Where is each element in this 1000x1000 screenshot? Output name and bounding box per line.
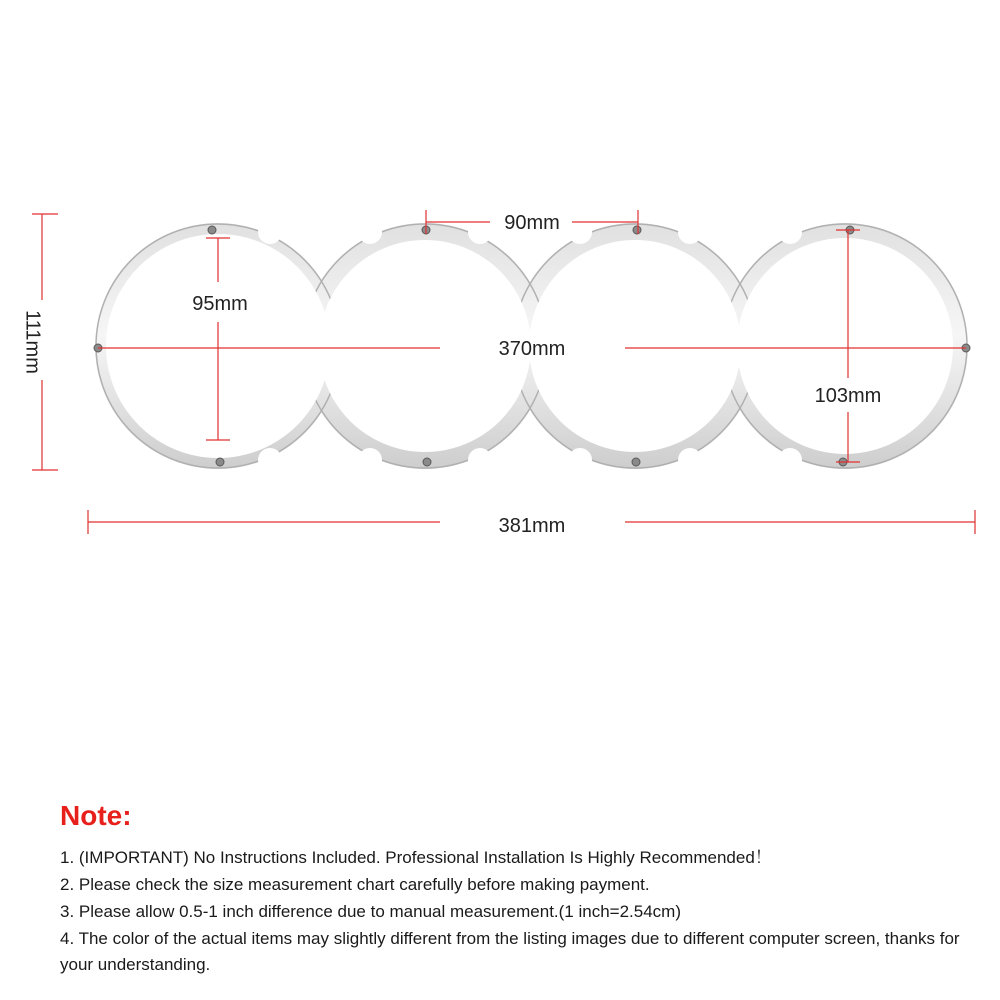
dimension-label-overall-length: 381mm	[498, 515, 566, 537]
dimension-label-overall-height: 111mm	[21, 310, 44, 374]
note-list	[60, 845, 970, 979]
mounting-hole	[632, 458, 640, 466]
note-item: 1. (IMPORTANT) No Instructions Included. Professional Installation Is Highly Recommended！	[60, 848, 772, 867]
dimension-label-hole-span: 370mm	[498, 338, 566, 360]
mounting-hole	[423, 458, 431, 466]
dimension-label-inner-diameter: 95mm	[192, 293, 248, 315]
mounting-hole	[633, 226, 641, 234]
note-item: 4. The color of the actual items may slightly different from the listing images due to different computer screen, thanks for your understanding.	[60, 929, 960, 974]
note-item: 2. Please check the size measurement chart carefully before making payment.	[60, 875, 650, 894]
dimension-label-outer-diameter: 103mm	[814, 385, 882, 407]
note-title: Note:	[60, 800, 132, 831]
dimension-label-spacing: 90mm	[504, 212, 560, 234]
mounting-hole	[216, 458, 224, 466]
note-item: 3. Please allow 0.5-1 inch difference due to manual measurement.(1 inch=2.54cm)	[60, 902, 682, 921]
mounting-hole	[208, 226, 216, 234]
